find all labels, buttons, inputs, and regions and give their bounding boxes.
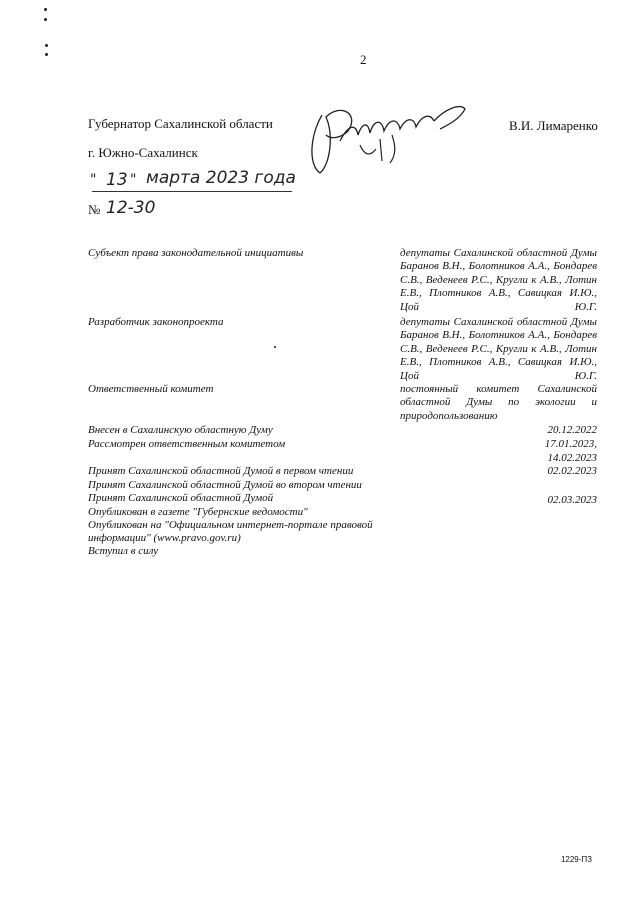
binding-mark <box>44 18 47 21</box>
row-label: Опубликован на "Официальном интернет-портале правовой <box>88 519 373 531</box>
governor-signature <box>300 95 470 185</box>
footer-code: 1229-ПЗ <box>560 855 592 864</box>
governor-name: В.И. Лимаренко <box>509 118 598 133</box>
developer-value: депутаты Сахалинской областной Думы Баранов В.Н., Болотников А.А., Бондарев С.В., Веденеев Р.С., Кругли к А.В., Лотин Е.В., Плотников А.В., Савицкая И.Ю., Цой Ю.Г. <box>400 316 597 382</box>
row-label: Принят Сахалинской областной Думой в первом чтении <box>88 465 354 477</box>
binding-mark <box>45 53 48 56</box>
number-sign: № <box>88 202 101 217</box>
date-day: 13 <box>106 170 128 190</box>
binding-mark <box>45 44 48 47</box>
row-label: Принят Сахалинской областной Думой <box>88 492 274 504</box>
row-date: 02.03.2023 <box>547 494 597 506</box>
row-date: 17.01.2023, <box>544 438 597 450</box>
date-close-quote: " <box>130 172 137 188</box>
subject-label: Субъект права законодательной инициативы <box>88 247 304 259</box>
row-label: информации" (www.pravo.gov.ru) <box>88 532 241 544</box>
committee-value: постоянный комитет Сахалинской областной Думы по экологии и природопользованию <box>400 383 597 422</box>
row-label: Принят Сахалинской областной Думой во втором чтении <box>88 479 362 491</box>
date-open-quote: " <box>90 172 97 188</box>
scan-speck <box>274 346 276 348</box>
row-label: Внесен в Сахалинскую областную Думу <box>88 424 273 436</box>
page-number: 2 <box>360 52 367 67</box>
document-number: 12-30 <box>106 198 156 218</box>
row-date: 20.12.2022 <box>547 424 597 436</box>
city-line: г. Южно-Сахалинск <box>88 145 198 160</box>
date-month-year: марта 2023 года <box>146 168 296 188</box>
row-date: 14.02.2023 <box>547 452 597 464</box>
row-label: Опубликован в газете "Губернские ведомости" <box>88 506 308 518</box>
date-underline <box>92 191 292 192</box>
governor-title: Губернатор Сахалинской области <box>88 116 273 131</box>
binding-mark <box>44 8 47 11</box>
row-label: Рассмотрен ответственным комитетом <box>88 438 286 450</box>
subject-value: депутаты Сахалинской областной Думы Баранов В.Н., Болотников А.А., Бондарев С.В., Веденеев Р.С., Кругли к А.В., Лотин Е.В., Плотников А.В., Савицкая И.Ю., Цой Ю.Г. <box>400 247 597 313</box>
committee-label: Ответственный комитет <box>88 383 214 395</box>
developer-label: Разработчик законопроекта <box>88 316 224 328</box>
row-label: Вступил в силу <box>88 545 159 557</box>
row-date: 02.02.2023 <box>547 465 597 477</box>
